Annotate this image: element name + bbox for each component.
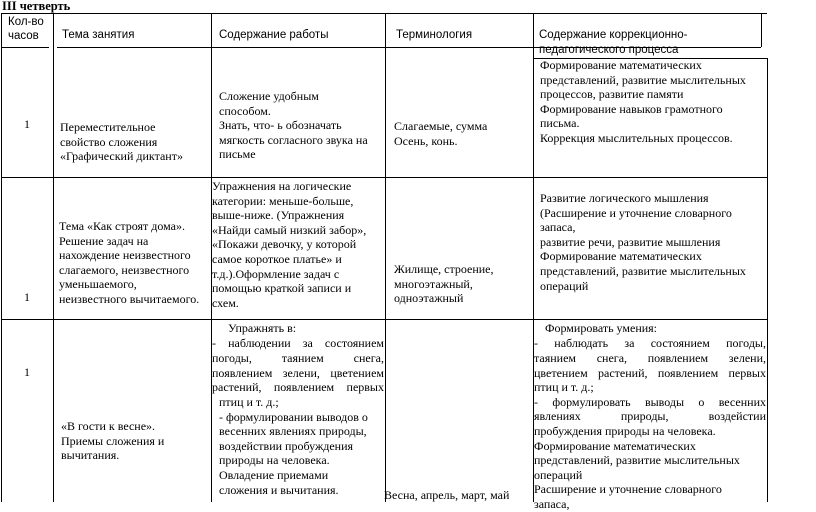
row3-work-line: появлением зелени, цветением <box>212 366 384 380</box>
header-hours: Кол-во часов <box>8 16 44 42</box>
row3-corr-line: - формулировать выводы о весенних <box>534 395 766 409</box>
table-rule <box>1 319 767 320</box>
table-rule <box>385 13 386 502</box>
row1-topic: Переместительное свойство сложения «Графический диктант» <box>60 120 183 164</box>
header-topic: Тема занятия <box>62 29 135 41</box>
header-terminology: Терминология <box>396 29 473 41</box>
table-rule <box>53 13 54 502</box>
row3-hours: 1 <box>24 365 30 379</box>
header-correction: Содержание коррекционно- <box>539 29 688 41</box>
table-rule <box>1 13 767 14</box>
row3-terminology: Весна, апрель, март, май <box>384 488 510 502</box>
row3-corr-line: цветением растений, появлением первых <box>534 366 766 380</box>
row3-corr-line: явлениях природы, воздейстии <box>534 409 766 423</box>
row3-work-intro: Упражнять в: <box>228 321 297 335</box>
row3-corr-plain: птиц и т. д.; <box>534 380 594 394</box>
row3-work-line: погоды, таянием снега, <box>212 351 384 365</box>
row3-corr-rest: пробуждения природы на человека. Формирование математических представлений, развитие мыслительных операций Расширение и уточнение словарного запаса, <box>534 424 740 511</box>
row1-correction: Формирование математических представлений, развитие мыслительных процессов, развитие памяти Формирование навыков грамотного письма. Коррекция мыслительных процессов. <box>540 58 746 145</box>
row1-work: Сложение удобным способом. Знать, что- ь обозначать мягкость согласного звука на письме <box>219 89 368 162</box>
row3-corr-line: таянием снега, появлением зелени, <box>534 351 766 365</box>
table-rule <box>1 177 767 178</box>
row3-corr-line: - наблюдать за состоянием погоды, <box>534 336 766 350</box>
header-work: Содержание работы <box>219 29 329 41</box>
row2-topic: Тема «Как строят дома». Решение задач на нахождение неизвестного слагаемого, неизвестного уменьшаемого, неизвестного вычитаемого. <box>59 219 200 306</box>
row1-terminology: Слагаемые, сумма Осень, конь. <box>394 119 488 148</box>
table-rule <box>1 13 2 502</box>
table-rule <box>1 47 49 48</box>
row3-topic: «В гости к весне». Приемы сложения и вычитания. <box>61 419 165 463</box>
row2-correction: Развитие логического мышления (Расширение и уточнение словарного запаса, развитие речи, развитие мышления Формирование математических представлений, развитие мыслительных операций <box>540 191 746 293</box>
row3-work-line: растений, появлением первых <box>212 380 384 394</box>
row2-hours: 1 <box>24 290 30 304</box>
header-correction-cont: педагогического процесса <box>539 44 679 56</box>
page-title: III четверть <box>2 0 71 13</box>
row1-hours: 1 <box>24 117 30 131</box>
table-rule <box>767 58 768 502</box>
row3-work-line: - наблюдении за состоянием <box>212 336 384 350</box>
row3-corr-intro: Формировать умения: <box>545 321 658 335</box>
row3-work-rest: птиц и т. д.; - формулировании выводов о весенних явлениях природы, воздействии пробуждения природы на человека. Овладение приемами сложения и вычитания. <box>219 395 368 497</box>
row2-work: Упражнения на логические категории: меньше-больше, выше-ниже. (Упражнения «Найди самый низкий забор», «Покажи девочку, у которой самое короткое платье» и т.д.).Оформление задач с помощью краткой записи и схем. <box>212 179 367 310</box>
row2-terminology: Жилище, строение, многоэтажный, одноэтажный <box>394 262 494 306</box>
table-rule <box>761 13 762 47</box>
